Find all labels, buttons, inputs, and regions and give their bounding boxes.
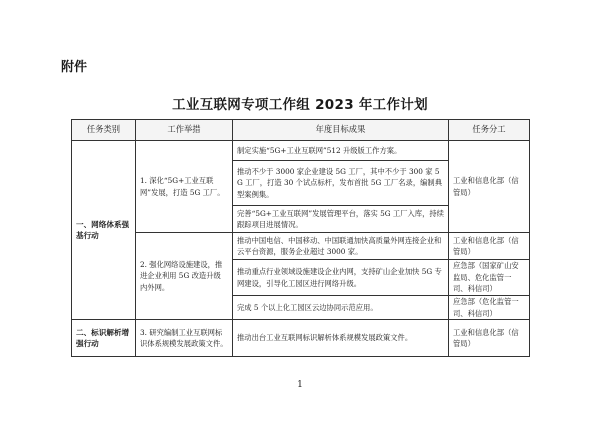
table-row — [72, 320, 530, 357]
header-owner: 任务分工 — [449, 120, 530, 141]
measure-cell: 1. 深化“5G+工业互联网”发展，打造 5G 工厂。 — [136, 141, 233, 233]
owner-cell: 工业和信息化部（信管局） — [449, 320, 530, 357]
goal-cell: 推动出台工业互联网标识解析体系规模发展政策文件。 — [233, 320, 449, 357]
header-goal: 年度目标成果 — [233, 120, 449, 141]
measure-cell: 3. 研究编制工业互联网标识体系规模发展政策文件。 — [136, 320, 233, 357]
measure-cell: 2. 强化网络设施建设，推进企业利用 5G 改造升级内外网。 — [136, 233, 233, 320]
goal-cell: 完善“5G+工业互联网”发展管理平台，落实 5G 工厂入库，持续跟踪项目进展情况。 — [233, 206, 449, 233]
page-number: 1 — [297, 380, 303, 390]
owner-cell: 工业和信息化部（信管局） — [449, 141, 530, 233]
category-cell: 二、标识解析增强行动 — [72, 320, 136, 357]
goal-cell: 推动不少于 3000 家企业建设 5G 工厂，其中不少于 300 家 5G 工厂，打造 30 个试点标杆，发布首批 5G 工厂名录，编制典型案例集。 — [233, 161, 449, 206]
annex-label: 附件 — [61, 60, 88, 75]
work-plan-table — [71, 119, 530, 357]
goal-cell: 推动重点行业领域设施建设企业内网，支持矿山企业加快 5G 专网建设，引导化工园区进行网络升级。 — [233, 260, 449, 296]
goal-cell: 完成 5 个以上化工园区云边协同示范应用。 — [233, 296, 449, 320]
document-title: 工业互联网专项工作组 2023 年工作计划 — [172, 97, 428, 113]
goal-cell: 制定实施“5G+工业互联网”512 升级版工作方案。 — [233, 141, 449, 161]
table-row — [72, 233, 530, 260]
goal-cell: 推动中国电信、中国移动、中国联通加快高质量外网连接企业和云平台资源，服务企业超过 3000 家。 — [233, 233, 449, 260]
header-measure: 工作举措 — [136, 120, 233, 141]
owner-cell: 应急部（危化监管一司、科信司） — [449, 296, 530, 320]
owner-cell: 应急部（国家矿山安监局、危化监管一司、科信司） — [449, 260, 530, 296]
header-category: 任务类别 — [72, 120, 136, 141]
category-cell: 一、网络体系强基行动 — [72, 141, 136, 320]
table-row — [72, 141, 530, 161]
owner-cell: 工业和信息化部（信管局） — [449, 233, 530, 260]
table-header-row — [72, 120, 530, 141]
